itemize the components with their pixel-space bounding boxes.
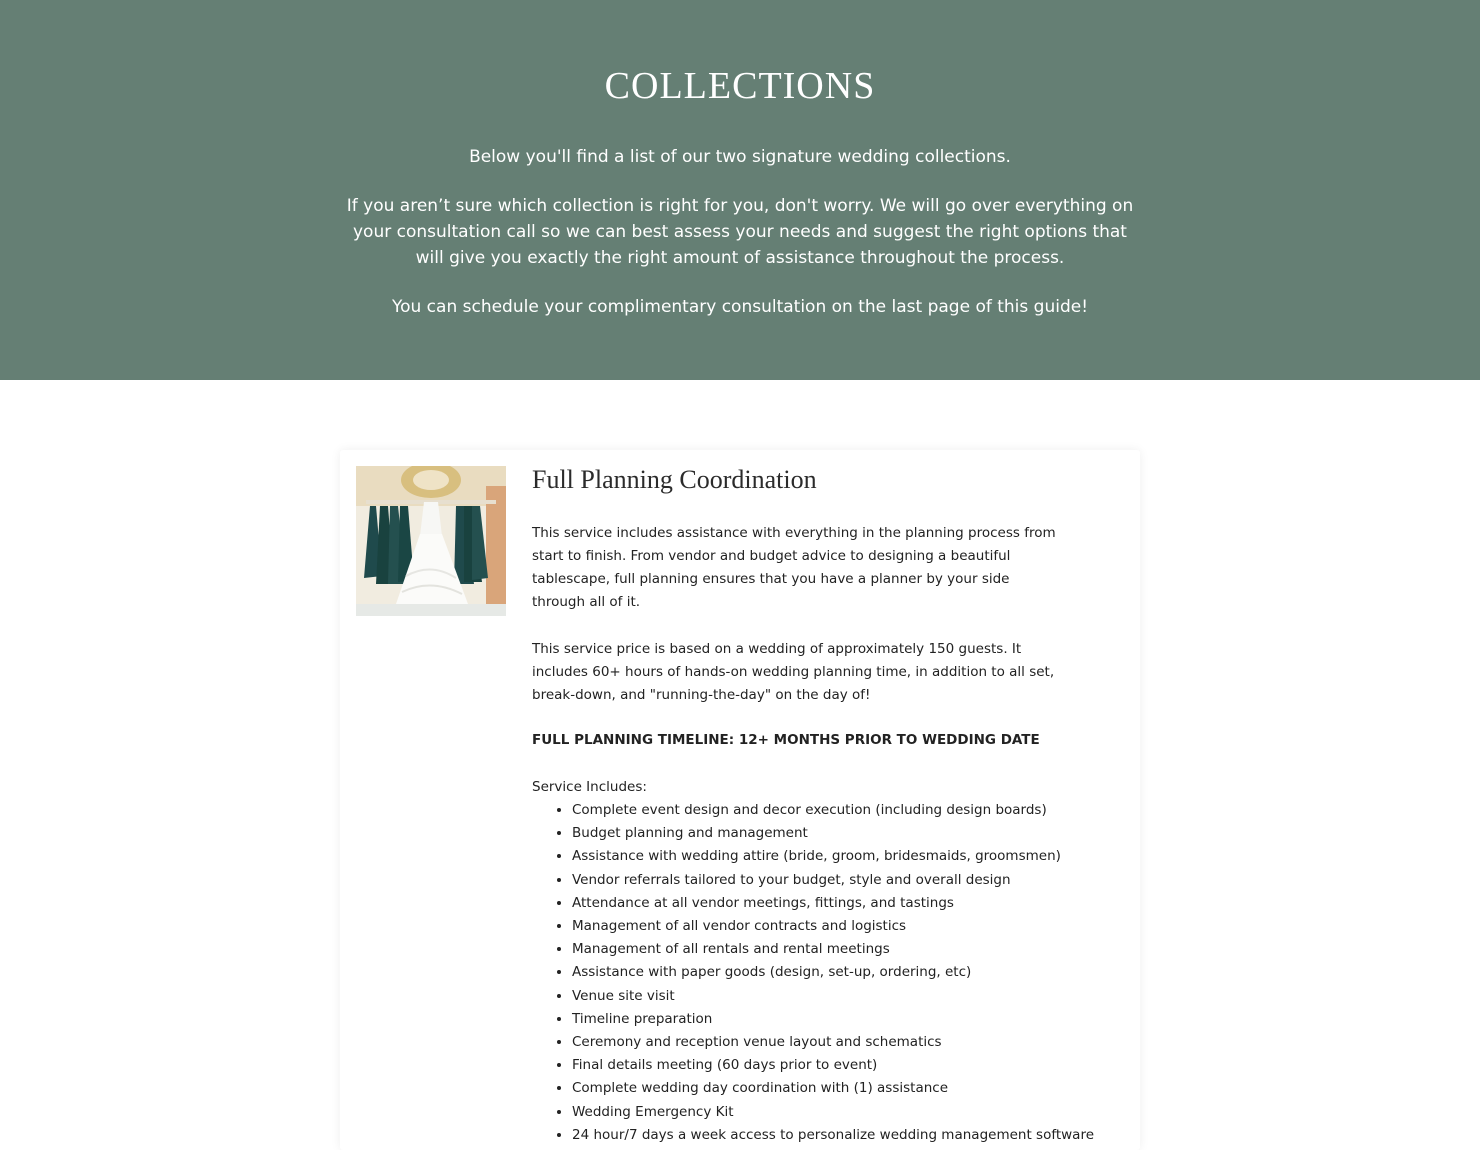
- collections-hero: [0, 0, 1480, 380]
- intro-paragraph-2: If you aren’t sure which collection is right for you, don't worry. We will go over everything on your consultation call so we can best assess your needs and suggest the right options that will give you exactly the right amount of assistance throughout the process.: [346, 196, 1134, 268]
- service-includes-label: Service Includes:: [532, 779, 647, 795]
- list-item: • Assistance with paper goods (design, set-up, ordering, etc): [572, 961, 1062, 984]
- list-item: • Management of all vendor contracts and logistics: [572, 915, 1062, 938]
- list-item: • Complete event design and decor execution (including design boards): [572, 799, 1062, 822]
- page-title: COLLECTIONS: [604, 65, 876, 107]
- service-description-2: This service price is based on a wedding of approximately 150 guests. It includes 60+ hours of hands-on wedding planning time, in addition to all set, break-down, and "running-the-day" on the day of!: [532, 641, 1055, 703]
- list-item: • Budget planning and management: [572, 822, 1062, 845]
- list-item: • Assistance with wedding attire (bride, groom, bridesmaids, groomsmen): [572, 845, 1062, 868]
- service-card-full-planning: [340, 450, 1140, 1150]
- list-item: • Ceremony and reception venue layout and schematics: [572, 1031, 1062, 1054]
- list-item: • Vendor referrals tailored to your budget, style and overall design: [572, 869, 1062, 892]
- service-card-content: [532, 464, 1095, 1147]
- list-item: • Wedding Emergency Kit: [572, 1101, 1062, 1124]
- list-item: • Timeline preparation: [572, 1008, 1062, 1031]
- list-item: • Final details meeting (60 days prior to event): [572, 1054, 1062, 1077]
- service-description-1: This service includes assistance with everything in the planning process from start to finish. From vendor and budget advice to designing a beautiful tablescape, full planning ensures that you have a planner by your side through all of it.: [532, 525, 1056, 610]
- list-item: • 24 hour/7 days a week access to personalize wedding management software: [572, 1124, 1062, 1147]
- list-item: • Venue site visit: [572, 985, 1062, 1008]
- intro-paragraph-1: Below you'll find a list of our two signature wedding collections.: [469, 147, 1011, 167]
- service-title: Full Planning Coordination: [532, 465, 817, 494]
- list-item: • Complete wedding day coordination with (1) assistance: [572, 1077, 1062, 1100]
- intro-paragraph-3: You can schedule your complimentary consultation on the last page of this guide!: [391, 297, 1089, 317]
- list-item: • Management of all rentals and rental meetings: [572, 938, 1062, 961]
- service-timeline: FULL PLANNING TIMELINE: 12+ MONTHS PRIOR TO WEDDING DATE: [532, 732, 1040, 748]
- service-thumbnail-image: [356, 466, 506, 616]
- list-item: • Attendance at all vendor meetings, fittings, and tastings: [572, 892, 1062, 915]
- service-includes-list: [532, 799, 1095, 1147]
